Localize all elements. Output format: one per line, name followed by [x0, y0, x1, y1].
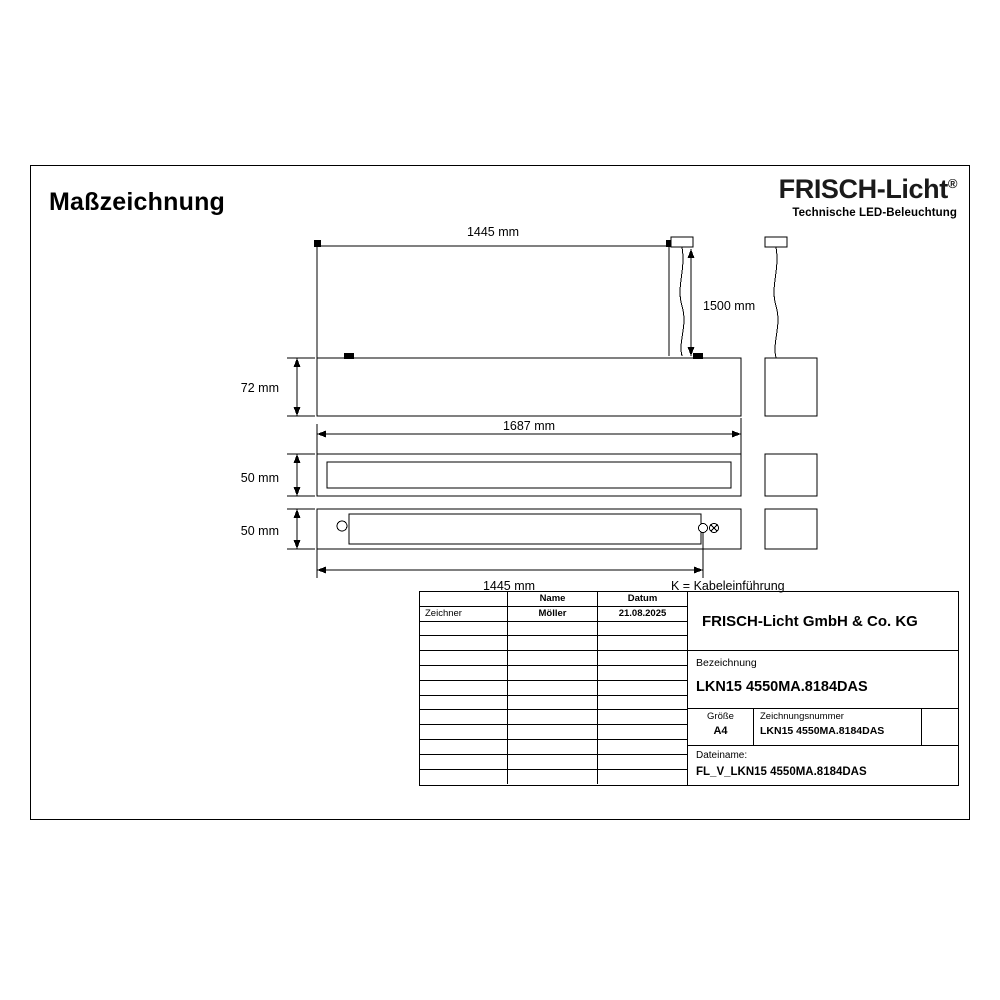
cell-empty [420, 636, 508, 650]
cell-empty [420, 622, 508, 636]
cell-empty [508, 740, 598, 754]
cell-empty [598, 681, 687, 695]
logo-tagline: Technische LED-Beleuchtung [792, 207, 957, 219]
technical-drawing [31, 166, 971, 596]
table-header-row [420, 592, 687, 607]
blank-cell [922, 709, 958, 746]
cell-empty [420, 710, 508, 724]
title-block-left [420, 592, 688, 785]
cell-empty [598, 651, 687, 665]
cell-empty [508, 622, 598, 636]
designation-block [688, 651, 958, 709]
designation-value: LKN15 4550MA.8184DAS [696, 679, 868, 695]
title-block-right [688, 592, 958, 785]
cell-empty [420, 755, 508, 769]
cell-empty [508, 681, 598, 695]
cell-empty [598, 622, 687, 636]
dim-label-bottom-length: 1445 mm [482, 579, 536, 593]
table-row [420, 666, 687, 681]
title-block [419, 591, 959, 786]
designation-label: Bezeichnung [696, 657, 757, 669]
drawing-number-label: Zeichnungsnummer [760, 711, 844, 722]
header-cell-blank [420, 592, 508, 606]
cell-empty [420, 651, 508, 665]
cell-empty [508, 710, 598, 724]
cell-drafter-date: 21.08.2025 [618, 608, 667, 620]
cell-empty [598, 755, 687, 769]
cell-empty [420, 696, 508, 710]
cell-empty [598, 725, 687, 739]
table-row [420, 770, 687, 785]
drawing-number-value: LKN15 4550MA.8184DAS [760, 725, 885, 737]
cell-empty [420, 681, 508, 695]
filename-label: Dateiname: [696, 750, 748, 761]
table-row [420, 725, 687, 740]
table-row [420, 607, 687, 622]
note-cable-entry: K = Kabeleinführung [671, 579, 785, 593]
size-label: Größe [707, 711, 734, 722]
table-row [420, 622, 687, 637]
dim-label-suspension: 1500 mm [703, 299, 756, 313]
cell-empty [508, 696, 598, 710]
table-row [420, 740, 687, 755]
table-row [420, 681, 687, 696]
filename-block [688, 746, 958, 785]
drawing-number-block [754, 709, 922, 746]
cell-empty [508, 755, 598, 769]
logo-text: FRISCH-Licht [778, 174, 948, 204]
header-cell-date: Datum [627, 593, 658, 605]
dim-label-middle-height: 50 mm [240, 471, 279, 485]
cell-empty [420, 725, 508, 739]
page-title: Maßzeichnung [49, 188, 226, 216]
size-block [688, 709, 754, 746]
table-row [420, 755, 687, 770]
cell-empty [598, 710, 687, 724]
cell-empty [508, 770, 598, 785]
cell-drafter-name: Möller [508, 607, 598, 621]
cell-empty [598, 740, 687, 754]
cell-empty [420, 770, 508, 785]
cell-empty [420, 740, 508, 754]
dim-label-top-length: 1445 mm [466, 225, 520, 239]
registered-trademark-icon: ® [947, 176, 957, 191]
header-cell-name: Name [508, 592, 598, 606]
filename-value: FL_V_LKN15 4550MA.8184DAS [696, 766, 867, 778]
cell-empty [598, 666, 687, 680]
drawing-sheet [30, 165, 970, 820]
dim-label-total-length: 1687 mm [502, 419, 556, 433]
cell-empty [508, 651, 598, 665]
size-value: A4 [713, 725, 728, 737]
table-row [420, 636, 687, 651]
cell-empty [420, 666, 508, 680]
table-row [420, 710, 687, 725]
dim-label-bottom-height: 50 mm [240, 524, 279, 538]
cell-empty [598, 636, 687, 650]
cell-empty [508, 725, 598, 739]
cell-empty [598, 770, 687, 785]
table-row [420, 696, 687, 711]
cell-empty [508, 636, 598, 650]
cell-empty [598, 696, 687, 710]
table-row [420, 651, 687, 666]
dim-label-body-height: 72 mm [240, 381, 279, 395]
company-name: FRISCH-Licht GmbH & Co. KG [688, 592, 958, 651]
cell-empty [508, 666, 598, 680]
row-label-drafter: Zeichner [420, 607, 508, 621]
